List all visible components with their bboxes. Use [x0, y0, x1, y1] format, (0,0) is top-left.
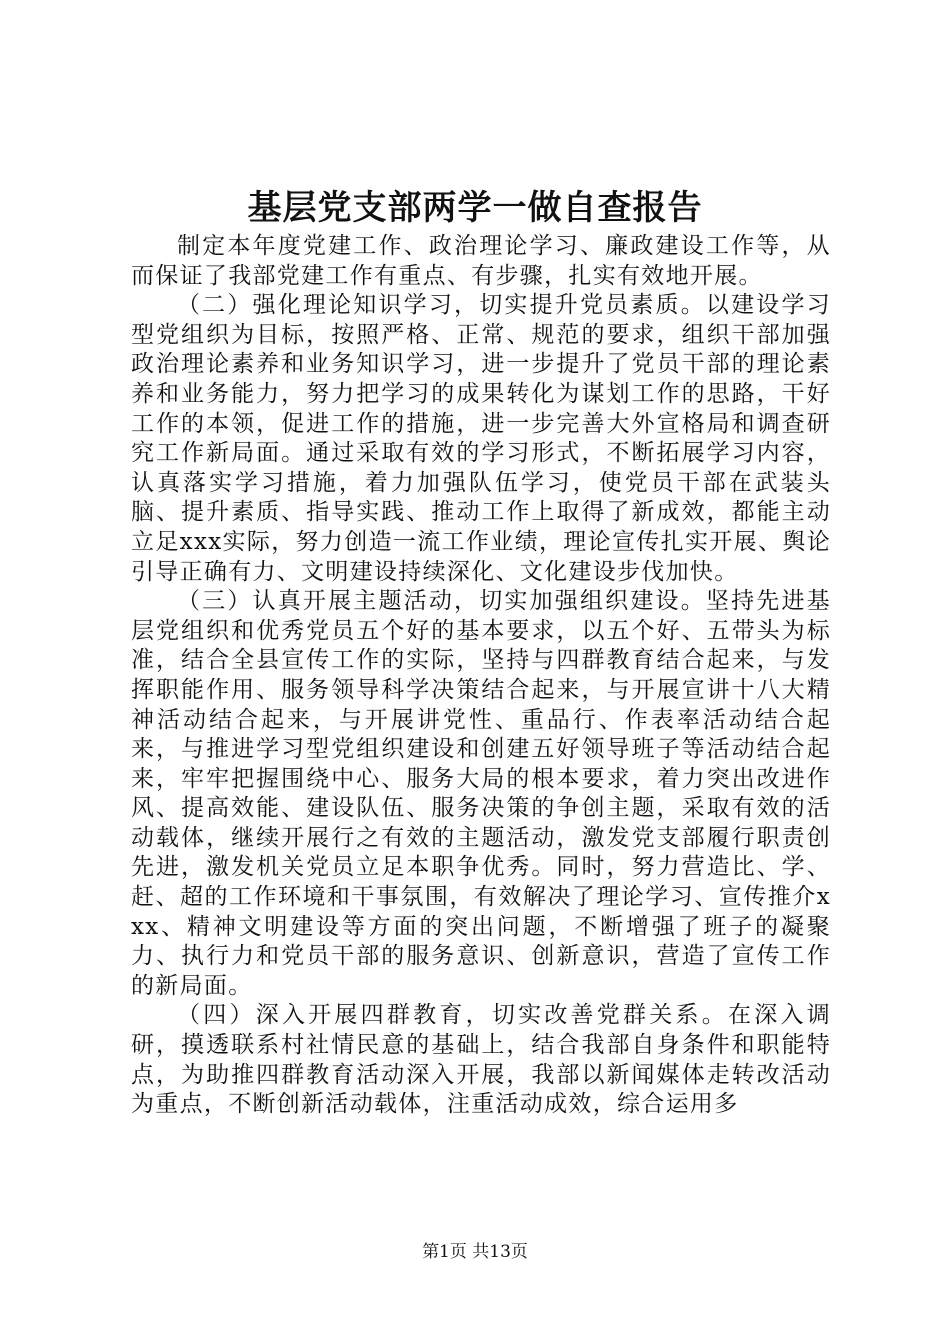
- document-title: 基层党支部两学一做自查报告: [247, 188, 703, 228]
- page-number-footer: 第1页 共13页: [422, 1242, 528, 1262]
- paragraph-1: 制定本年度党建工作、政治理论学习、廉政建设工作等，从而保证了我部党建工作有重点、有步骤，扎实有效地开展。: [131, 233, 831, 289]
- paragraph-4: （四）深入开展四群教育，切实改善党群关系。在深入调研，摸透联系村社情民意的基础上，结合我部自身条件和职能特点，为助推四群教育活动深入开展，我部以新闻媒体走转改活动为重点，不断创新活动载体，注重活动成效，综合运用多: [131, 1002, 831, 1118]
- document-body: [131, 232, 831, 1120]
- paragraph-3: （三）认真开展主题活动，切实加强组织建设。坚持先进基层党组织和优秀党员五个好的基本要求，以五个好、五带头为标准，结合全县宣传工作的实际，坚持与四群教育结合起来，与发挥职能作用、服务领导科学决策结合起来，与开展宣讲十八大精神活动结合起来，与开展讲党性、重品行、作表率活动结合起来，与推进学习型党组织建设和创建五好领导班子等活动结合起来，牢牢把握围绕中心、服务大局的根本要求，着力突出改进作风、提高效能、建设队伍、服务决策的争创主题，采取有效的活动载体，继续开展行之有效的主题活动，激发党支部履行职责创先进，激发机关党员立足本职争优秀。同时，努力营造比、学、赶、超的工作环境和干事氛围，有效解决了理论学习、宣传推介xxx、精神文明建设等方面的突出问题，不断增强了班子的凝聚力、执行力和党员干部的服务意识、创新意识，营造了宣传工作的新局面。: [131, 588, 831, 999]
- paragraph-2: （二）强化理论知识学习，切实提升党员素质。以建设学习型党组织为目标，按照严格、正常、规范的要求，组织干部加强政治理论素养和业务知识学习，进一步提升了党员干部的理论素养和业务能力，努力把学习的成果转化为谋划工作的思路，干好工作的本领，促进工作的措施，进一步完善大外宣格局和调查研究工作新局面。通过采取有效的学习形式，不断拓展学习内容，认真落实学习措施，着力加强队伍学习，使党员干部在武装头脑、提升素质、指导实践、推动工作上取得了新成效，都能主动立足xxx实际，努力创造一流工作业绩，理论宣传扎实开展、舆论引导正确有力、文明建设持续深化、文化建设步伐加快。: [131, 292, 831, 585]
